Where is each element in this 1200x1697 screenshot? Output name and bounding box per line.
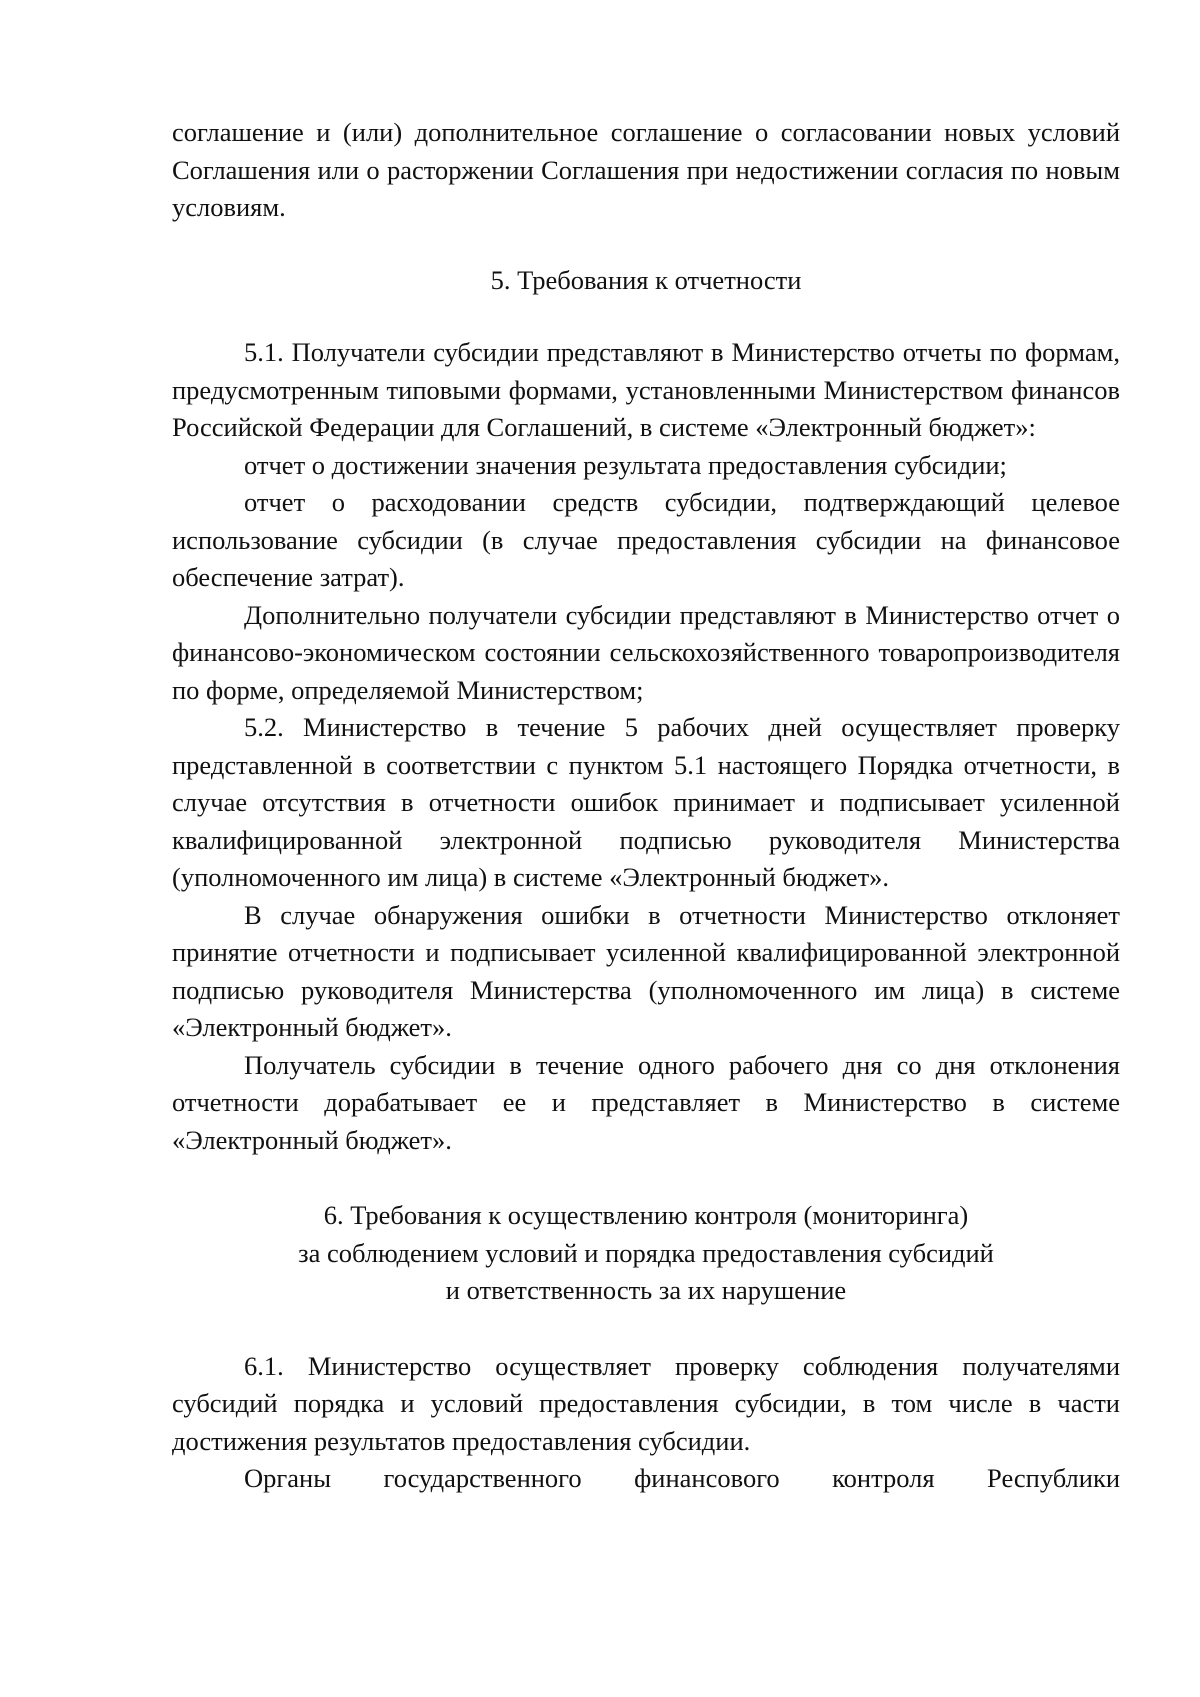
section-6-title-line-2: за соблюдением условий и порядка предоставления субсидий bbox=[298, 1237, 994, 1268]
document-body bbox=[172, 114, 1120, 1498]
paragraph-5-1: 5.1. Получатели субсидии представляют в Министерство отчеты по формам, предусмотренным типовыми формами, установленными Министерством финансов Российской Федерации для Соглашений, в системе «Электронный бюджет»: bbox=[172, 337, 1120, 442]
paragraph-report-expenses: отчет о расходовании средств субсидии, подтверждающий целевое использование субсидии (в случае предоставления субсидии на финансовое обеспечение затрат). bbox=[172, 487, 1120, 592]
paragraph-error-case: В случае обнаружения ошибки в отчетности Министерство отклоняет принятие отчетности и подписывает усиленной квалифицированной электронной подписью руководителя Министерства (уполномоченного им лица) в системе «Электронный бюджет». bbox=[172, 899, 1120, 1042]
section-5-title: 5. Требования к отчетности bbox=[490, 264, 802, 295]
section-6-heading bbox=[172, 1197, 1120, 1310]
section-6-title-line-1: 6. Требования к осуществлению контроля (мониторинга) bbox=[323, 1200, 969, 1230]
paragraph-rework: Получатель субсидии в течение одного рабочего дня со дня отклонения отчетности дорабатывает ее и представляет в Министерство в системе «Электронный бюджет». bbox=[172, 1049, 1120, 1155]
section-6-body bbox=[172, 1348, 1120, 1498]
section-6-title-line-3: и ответственность за их нарушение bbox=[445, 1275, 847, 1305]
paragraph-control-bodies: Органы государственного финансового контроля Республики bbox=[244, 1463, 1120, 1493]
paragraph-5-2: 5.2. Министерство в течение 5 рабочих дней осуществляет проверку представленной в соответствии с пунктом 5.1 настоящего Порядка отчетности, в случае отсутствия в отчетности ошибок принимает и подписывает усиленной квалифицированной электронной подписью руководителя Министерства (уполномоченного им лица) в системе «Электронный бюджет». bbox=[172, 712, 1120, 892]
paragraph-additional-report: Дополнительно получатели субсидии представляют в Министерство отчет о финансово-экономическом состоянии сельскохозяйственного товаропроизводителя по форме, определяемой Министерством; bbox=[172, 599, 1120, 705]
paragraph-6-1: 6.1. Министерство осуществляет проверку соблюдения получателями субсидий порядка и условий предоставления субсидии, в том числе в части достижения результатов предоставления субсидии. bbox=[172, 1350, 1120, 1456]
section-5-heading bbox=[172, 262, 1120, 300]
continuation-paragraph: соглашение и (или) дополнительное соглашение о согласовании новых условий Соглашения или о расторжении Соглашения при недостижении согласия по новым условиям. bbox=[172, 117, 1120, 222]
section-5-body bbox=[172, 334, 1120, 1159]
paragraph-report-result: отчет о достижении значения результата предоставления субсидии; bbox=[244, 449, 1007, 480]
